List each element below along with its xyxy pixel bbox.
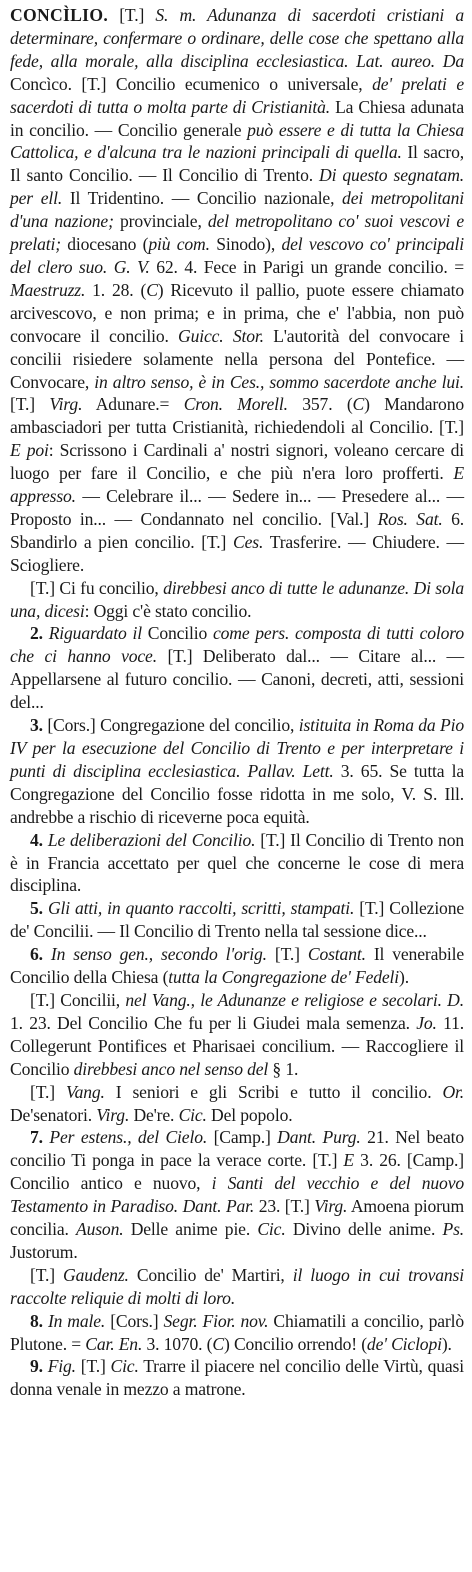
entry-text-run: ) Concilio orrendo! ( [223, 1333, 367, 1354]
sense-number: 5. [30, 898, 43, 919]
entry-paragraph-p10 [10, 1126, 464, 1263]
entry-text-run: In male. [47, 1310, 106, 1331]
entry-text-run: 1. 28. ( [85, 279, 147, 300]
entry-text-run: [Camp.] [207, 1127, 278, 1148]
entry-text-run: 357. ( [287, 394, 353, 415]
entry-text-run: ). [399, 967, 410, 988]
entry-text-run: Divino delle anime. [285, 1219, 443, 1240]
entry-paragraph-p12 [10, 1310, 464, 1356]
entry-text-run: Delle anime pie. [123, 1219, 258, 1240]
entry-text-run: Le deliberazioni del Concilio. [47, 829, 256, 850]
entry-text-run: 3. 1070. ( [142, 1333, 213, 1354]
entry-text-run: Fig. [47, 1356, 76, 1377]
sense-number: 2. [30, 623, 43, 644]
entry-text-run: Gaudenz. [63, 1264, 129, 1285]
entry-text-run: de' prelati e sacerdoti di tutta o molta parte di Cristianità. [10, 73, 464, 117]
entry-text-run: [Cors.] Congregazione del concilio, [42, 715, 299, 736]
entry-text-run: come pers. composta di tutti coloro che ci hanno voce. [10, 623, 464, 667]
entry-text-run: Il Tridentino. — Concilio nazionale, [62, 188, 343, 209]
entry-text-run: Cic. [257, 1219, 286, 1240]
entry-text-run: [T.] [266, 944, 308, 965]
entry-text-run: 3. 65. Se tutta la Congregazione del Concilio fosse ridotta in me solo, V. S. Ill. andrebbe a rischio di riceverne poca equità. [10, 760, 464, 827]
entry-text-run: C [146, 279, 158, 300]
entry-text-run: [T.] [30, 1264, 64, 1285]
entry-text-run: S. m. Adunanza di sacerdoti cristiani a determinare, confermare o ordinare, delle cose che spettano alla fede, alla morale, alla disciplina ecclesiastica. Lat. aureo. Da [10, 5, 464, 71]
entry-text-run: ) Mandarono ambasciadori per tutta Cristianità, richiedendoli al Concilio. [T.] [10, 394, 464, 438]
entry-paragraph-p5 [10, 829, 464, 898]
entry-text-run: E appresso. [10, 463, 464, 507]
entry-paragraph-p4 [10, 714, 464, 829]
sense-number: 6. [30, 944, 43, 965]
entry-text-run: Concilio de' Martiri, [128, 1264, 293, 1285]
entry-text-run: [Cors.] [105, 1310, 164, 1331]
entry-text-run: De'senatori. [10, 1104, 97, 1125]
entry-paragraph-p2 [10, 577, 464, 623]
entry-headword: CONCÌLIO. [10, 5, 109, 25]
entry-text-run: 3. 26. [Camp.] Concilio antico e nuovo, [10, 1150, 464, 1194]
entry-text-run: Di questo segnatam. per ell. [10, 165, 465, 209]
entry-text-run: Cic. [110, 1356, 139, 1377]
entry-text-run: Adunare.= [82, 394, 184, 415]
entry-text-run: [T.] Collezione de' Concilii. — Il Concilio di Trento nella tal sessione dice... [10, 898, 465, 942]
entry-text-run: L'autorità del convocare i concilii risiedere solamente nella persona del Pontefice. — Convocare, [10, 325, 464, 392]
entry-text-run: I seniori e gli Scribi e tutto il concilio. [104, 1081, 443, 1102]
entry-text-run: Trarre il piacere nel concilio delle Virtù, quasi donna venale in mezzo a matrone. [10, 1356, 464, 1400]
entry-text-run: De're. [129, 1104, 179, 1125]
entry-text-run: : Oggi c'è stato concilio. [84, 600, 252, 621]
entry-paragraph-p8 [10, 989, 464, 1081]
entry-text-run: Vang. [65, 1081, 105, 1102]
entry-text-run: [T.] Il Concilio di Trento non è in Francia accettato per quel che concerne le cose di mera disciplina. [10, 829, 464, 896]
entry-text-run: 1. 23. Del Concilio Che fu per li Giudei mala semenza. [10, 1012, 417, 1033]
entry-text-run: Chiamatili a concilio, parlò Plutone. = [10, 1310, 464, 1354]
entry-paragraph-p3 [10, 622, 464, 714]
entry-text-run: ). [441, 1333, 452, 1354]
entry-text-run: Guicc. Stor. [178, 325, 264, 346]
entry-text-run: 6. Sbandirlo a pien concilio. [T.] [10, 508, 464, 552]
entry-text-run [43, 944, 51, 964]
entry-text-run: [T.] Deliberato dal... — Citare al... — Appellarsene al futuro concilio. — Canoni, decreti, atti, sessioni del... [10, 646, 465, 713]
entry-text-run: tutta la Congregazione de' Fedeli [168, 967, 400, 988]
entry-text-run: C [212, 1333, 224, 1354]
entry-text-run: direbbesi anco di tutte le adunanze. Di sola una, dicesi [10, 577, 465, 621]
entry-text-run: può essere e di tutta la Chiesa Cattolica, e d'alcuna tra le nazioni principali di quella. [10, 119, 464, 163]
entry-text-run: Or. [442, 1081, 464, 1102]
entry-text-run: Virg. [314, 1196, 348, 1217]
entry-text-run: Car. En. [85, 1333, 143, 1354]
sense-number: 8. [30, 1310, 43, 1331]
entry-text-run: Ps. [442, 1219, 465, 1240]
entry-text-run: Jo. [416, 1012, 437, 1033]
entry-text-run: Per estens., del Cielo. [49, 1127, 208, 1148]
entry-text-run: ) Ricevuto il pallio, puote essere chiamato arcivescovo, e non prima; e in prima, che e' l'abbia, non può convocare il concilio. [10, 279, 464, 346]
entry-text-run: Sinodo), [209, 234, 282, 255]
entry-text-run: del metropolitano co' suoi vescovi e prelati; [10, 211, 465, 255]
entry-paragraph-p9 [10, 1081, 464, 1127]
entry-text-run: Cic. [178, 1104, 207, 1125]
entry-text-run: Riguardato il [48, 623, 142, 644]
entry-text-run: Concilio [141, 623, 213, 644]
entry-text-run: Del popolo. [206, 1104, 293, 1125]
entry-text-run: Gli atti, in quanto raccolti, scritti, stampati. [47, 898, 355, 919]
entry-text-run: [T.] [108, 5, 156, 25]
entry-text-run: Ros. Sat. [377, 508, 443, 529]
entry-text-run: Il sacro, Il santo Concilio. — Il Concilio di Trento. [10, 142, 464, 186]
entry-text-run: Virg. [49, 394, 83, 415]
entry-text-run: Maestruzz. [10, 279, 86, 300]
entry-text-run: E poi [10, 440, 49, 461]
sense-number: 9. [30, 1356, 43, 1377]
entry-text-run: in altro senso, è in Ces., sommo sacerdote anche lui. [94, 371, 465, 392]
entry-text-run: [T.] [30, 1081, 66, 1102]
entry-text-run: Il venerabile Concilio della Chiesa ( [10, 944, 465, 988]
entry-paragraph-p7 [10, 943, 464, 989]
entry-text-run: Virg. [96, 1104, 130, 1125]
entry-text-run: Ces. [233, 531, 264, 552]
entry-text-run: [T.] [75, 1356, 111, 1377]
entry-text-run: [T.] Ci fu concilio, [30, 577, 164, 598]
entry-text-run: Trasferire. — Chiudere. — Sciogliere. [10, 531, 464, 575]
entry-text-run: provinciale, [113, 211, 208, 232]
sense-number: 3. [30, 715, 43, 736]
entry-text-run: de' Ciclopi [366, 1333, 442, 1354]
entry-text-run: Costant. [307, 944, 366, 965]
entry-text-run: istituita in Roma da Pio IV per la esecuzione del Concilio di Trento e per interpretare i punti di disciplina ecclesiastica. Pallav. Lett. [10, 715, 464, 781]
entry-text-run: Segr. Fior. nov. [163, 1310, 269, 1331]
entry-text-run: il luogo in cui trovansi raccolte reliquie di molti di loro. [10, 1264, 464, 1308]
entry-text-run: Cron. Morell. [183, 394, 288, 415]
entry-text-run: 11. Collegerunt Pontifices et Pharisaei concilium. — Raccogliere il Concilio [10, 1012, 464, 1079]
entry-text-run: Justorum. [10, 1241, 78, 1262]
entry-text-run: [T.] Concilii, [30, 989, 126, 1010]
entry-text-run: Concìco. [T.] Concilio ecumenico o universale, [10, 73, 373, 94]
entry-text-run: 62. 4. Fece in Parigi un grande concilio. = [149, 256, 464, 277]
entry-paragraph-p13 [10, 1355, 464, 1401]
entry-paragraph-p11 [10, 1264, 464, 1310]
entry-text-run: C [352, 394, 365, 415]
entry-text-run: diocesano ( [60, 234, 149, 255]
entry-text-run: In senso gen., secondo l'orig. [50, 944, 267, 965]
entry-text-run: dei metropolitani d'una nazione; [10, 188, 464, 232]
entry-text-run: Amoena piorum concilia. [10, 1196, 464, 1240]
entry-text-run: i Santi del vecchio e del nuovo Testamento in Paradiso. Dant. Par. [10, 1173, 465, 1217]
entry-text-run: 23. [T.] [254, 1196, 315, 1217]
sense-number: 4. [30, 829, 43, 850]
entry-text-run: direbbesi anco nel senso del [73, 1058, 269, 1079]
entry-text-run: E [343, 1150, 355, 1171]
dictionary-entry-concilio [10, 4, 464, 1401]
entry-text-run: § 1. [268, 1058, 299, 1079]
entry-text-run: : Scrissono i Cardinali a' nostri signori, voleano cercare di luogo per fare il Concilio, e che più n'era loro profferti. [10, 440, 464, 484]
entry-text-run: più com. [148, 234, 210, 255]
entry-text-run: Auson. [75, 1219, 124, 1240]
entry-text-run: — Celebrare il... — Sedere in... — Presedere al... — Proposto in... — Condannato nel concilio. [Val.] [10, 486, 464, 529]
entry-paragraph-p6 [10, 897, 464, 943]
entry-text-run: [T.] [10, 394, 50, 415]
sense-number: 7. [30, 1127, 43, 1148]
entry-paragraph-p1 [10, 4, 464, 577]
entry-text-run: del vescovo co' principali del clero suo. G. V. [10, 234, 465, 277]
entry-text-run: La Chiesa adunata in concilio. — Concilio generale [10, 96, 464, 140]
entry-text-run: nel Vang., le Adunanze e religiose e secolari. D. [125, 989, 464, 1010]
entry-text-run: Dant. Purg. [277, 1127, 361, 1148]
entry-text-run: 21. Nel beato concilio Ti ponga in pace la verace corte. [T.] [10, 1127, 465, 1171]
